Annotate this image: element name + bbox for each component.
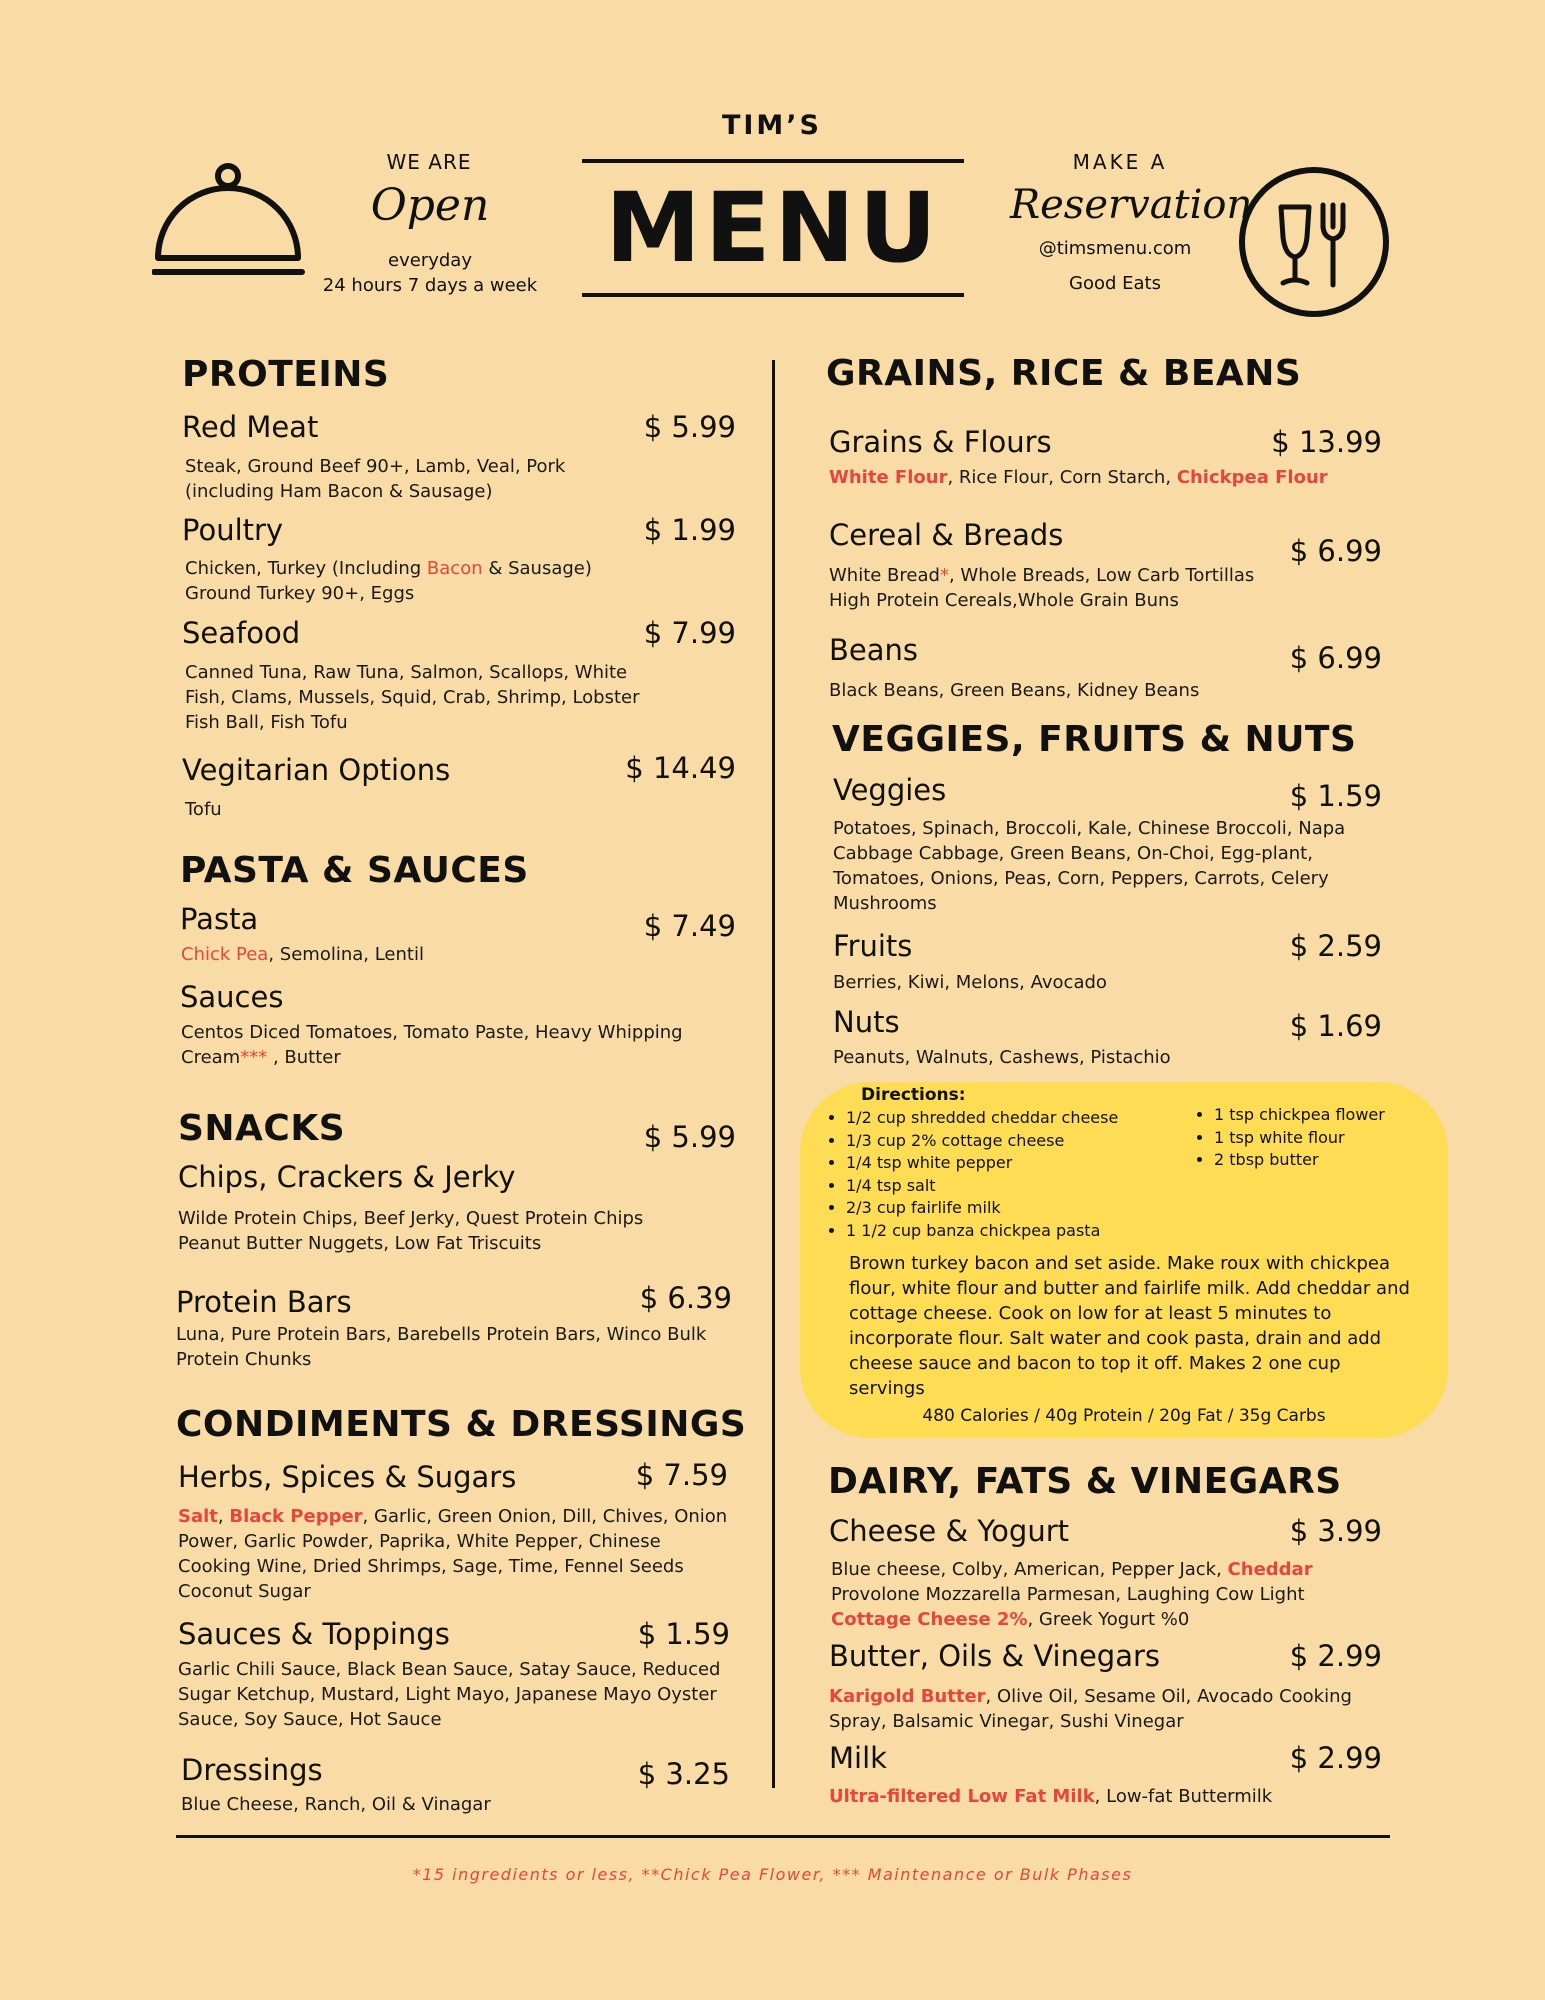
condiments-title: CONDIMENTS & DRESSINGS (176, 1404, 747, 1445)
recipe-nutrition: 480 Calories / 40g Protein / 20g Fat / 35g Carbs (922, 1406, 1326, 1426)
menu-title: MENU (605, 172, 941, 284)
tims-label: TIM’S (721, 110, 823, 141)
veggies-desc: Potatoes, Spinach, Broccoli, Kale, Chinese Broccoli, Napa Cabbage Cabbage, Green Beans, On-Choi, Egg-plant, Tomatoes, Onions, Peas, Corn, Peppers, Carrots, Celery Mushrooms (833, 818, 1346, 914)
fruits-desc: Berries, Kiwi, Melons, Avocado (833, 972, 1107, 993)
everyday-label: everyday (388, 250, 472, 271)
make-a-label: MAKE A (1072, 150, 1168, 174)
recipe-box (800, 1082, 1448, 1438)
toppings-desc: Garlic Chili Sauce, Black Bean Sauce, Satay Sauce, Reduced Sugar Ketchup, Mustard, Light Mayo, Japanese Mayo Oyster Sauce, Soy Sauce, Hot Sauce (178, 1659, 721, 1730)
tagline-label: Good Eats (1069, 273, 1161, 294)
veggies-price: $ 1.59 (1289, 779, 1382, 813)
menu-top-rule (582, 159, 964, 163)
veggies-title: VEGGIES, FRUITS & NUTS (832, 719, 1357, 760)
cereal-price: $ 6.99 (1289, 534, 1382, 568)
snacks-price: $ 5.99 (643, 1120, 736, 1154)
poultry-desc: Chicken, Turkey (Including Bacon & Sausage) Ground Turkey 90+, Eggs (185, 558, 592, 604)
flours-price: $ 13.99 (1271, 425, 1382, 459)
cheese-price: $ 3.99 (1289, 1514, 1382, 1548)
recipe-instructions: Brown turkey bacon and set aside. Make roux with chickpea flour, white flour and butter and fairlife milk. Add cheddar and cottage cheese. Cook on low for at least 5 minutes to incorporate flour. Salt water and cook pasta, drain and add cheese sauce and bacon to top it off. Makes 2 one cup servings (849, 1253, 1410, 1399)
sauces-name: Sauces (180, 980, 284, 1014)
recipe-ingredient: • 2/3 cup fairlife milk (846, 1197, 1176, 1220)
recipe-ingredients-list-1 (822, 1107, 1176, 1242)
snacks-title: SNACKS (178, 1108, 346, 1149)
recipe-ingredients-list-2 (1190, 1104, 1464, 1172)
pasta-title: PASTA & SAUCES (180, 850, 529, 891)
cheese-desc: Blue cheese, Colby, American, Pepper Jack, Cheddar Provolone Mozzarella Parmesan, Laughing Cow Light Cottage Cheese 2%, Greek Yogurt %0 (831, 1559, 1313, 1630)
herbs-price: $ 7.59 (635, 1458, 728, 1492)
poultry-price: $ 1.99 (643, 513, 736, 547)
poultry-name: Poultry (182, 513, 284, 547)
dressings-desc: Blue Cheese, Ranch, Oil & Vinagar (181, 1794, 491, 1815)
recipe-ingredient: • 1/4 tsp salt (846, 1175, 1176, 1198)
flours-desc: White Flour, Rice Flour, Corn Starch, Chickpea Flour (829, 467, 1328, 488)
butter-desc: Karigold Butter, Olive Oil, Sesame Oil, Avocado Cooking Spray, Balsamic Vinegar, Sushi Vinegar (829, 1686, 1352, 1732)
recipe-ingredient: • 1/3 cup 2% cottage cheese (846, 1130, 1176, 1153)
cheese-name: Cheese & Yogurt (829, 1514, 1070, 1548)
sauces-desc: Centos Diced Tomatoes, Tomato Paste, Heavy Whipping Cream*** , Butter (181, 1022, 683, 1068)
pasta-desc: Chick Pea, Semolina, Lentil (181, 944, 424, 965)
cereal-desc: White Bread*, Whole Breads, Low Carb Tortillas High Protein Cereals,Whole Grain Buns (829, 565, 1255, 611)
chips-name: Chips, Crackers & Jerky (178, 1160, 516, 1194)
fruits-price: $ 2.59 (1289, 929, 1382, 963)
seafood-price: $ 7.99 (643, 616, 736, 650)
flours-name: Grains & Flours (829, 425, 1052, 459)
menu-bottom-rule (582, 293, 964, 297)
toppings-price: $ 1.59 (637, 1617, 730, 1651)
column-divider (772, 360, 775, 1788)
toppings-name: Sauces & Toppings (178, 1617, 450, 1651)
vegetarian-desc: Tofu (185, 799, 222, 820)
wine-glass-fork-icon (1237, 165, 1391, 319)
footer-rule (176, 1835, 1390, 1838)
seafood-name: Seafood (182, 616, 301, 650)
beans-price: $ 6.99 (1289, 641, 1382, 675)
pasta-price: $ 7.49 (643, 909, 736, 943)
veggies-name: Veggies (833, 773, 947, 807)
nuts-desc: Peanuts, Walnuts, Cashews, Pistachio (833, 1047, 1171, 1068)
milk-price: $ 2.99 (1289, 1741, 1382, 1775)
milk-name: Milk (829, 1741, 887, 1775)
we-are-label: WE ARE (386, 150, 472, 174)
protein-bars-desc: Luna, Pure Protein Bars, Barebells Protein Bars, Winco Bulk Protein Chunks (176, 1324, 707, 1370)
protein-bars-name: Protein Bars (176, 1285, 352, 1319)
recipe-ingredient: • 2 tbsp butter (1214, 1149, 1464, 1172)
nuts-price: $ 1.69 (1289, 1009, 1382, 1043)
red-meat-desc: Steak, Ground Beef 90+, Lamb, Veal, Pork (including Ham Bacon & Sausage) (185, 456, 566, 502)
butter-price: $ 2.99 (1289, 1639, 1382, 1673)
recipe-ingredient: • 1/4 tsp white pepper (846, 1152, 1176, 1175)
dairy-title: DAIRY, FATS & VINEGARS (828, 1461, 1342, 1502)
herbs-desc: Salt, Black Pepper, Garlic, Green Onion, Dill, Chives, Onion Power, Garlic Powder, Paprika, White Pepper, Chinese Cooking Wine, Dried Shrimps, Sage, Time, Fennel Seeds Coconut Sugar (178, 1506, 728, 1602)
seafood-desc: Canned Tuna, Raw Tuna, Salmon, Scallops, White Fish, Clams, Mussels, Squid, Crab, Shrimp, Lobster Fish Ball, Fish Tofu (185, 662, 640, 733)
dressings-name: Dressings (181, 1753, 323, 1787)
vegetarian-name: Vegitarian Options (182, 753, 451, 787)
milk-desc: Ultra-filtered Low Fat Milk, Low-fat Buttermilk (829, 1786, 1273, 1807)
dressings-price: $ 3.25 (637, 1757, 730, 1791)
protein-bars-price: $ 6.39 (639, 1281, 732, 1315)
footnote: *15 ingredients or less, **Chick Pea Flower, *** Maintenance or Bulk Phases (412, 1865, 1133, 1884)
cloche-icon (152, 160, 308, 284)
chips-desc: Wilde Protein Chips, Beef Jerky, Quest Protein Chips Peanut Butter Nuggets, Low Fat Triscuits (178, 1208, 644, 1254)
vegetarian-price: $ 14.49 (625, 751, 736, 785)
grains-title: GRAINS, RICE & BEANS (826, 353, 1302, 394)
red-meat-name: Red Meat (182, 410, 319, 444)
beans-name: Beans (829, 633, 918, 667)
butter-name: Butter, Oils & Vinegars (829, 1639, 1161, 1673)
nuts-name: Nuts (833, 1005, 900, 1039)
red-meat-price: $ 5.99 (643, 410, 736, 444)
open-script-label: Open (370, 180, 490, 231)
recipe-ingredient: • 1 tsp chickpea flower (1214, 1104, 1464, 1127)
handle-label: @timsmenu.com (1038, 238, 1192, 259)
cereal-name: Cereal & Breads (829, 518, 1064, 552)
beans-desc: Black Beans, Green Beans, Kidney Beans (829, 680, 1200, 701)
reservation-script-label: Reservation (1010, 182, 1253, 228)
proteins-title: PROTEINS (182, 354, 390, 395)
recipe-ingredient: • 1/2 cup shredded cheddar cheese (846, 1107, 1176, 1130)
recipe-ingredient: • 1 tsp white flour (1214, 1127, 1464, 1150)
recipe-heading: Directions: (861, 1085, 966, 1105)
fruits-name: Fruits (833, 929, 913, 963)
herbs-name: Herbs, Spices & Sugars (178, 1460, 517, 1494)
hours-label: 24 hours 7 days a week (322, 275, 538, 296)
pasta-name: Pasta (180, 902, 259, 936)
recipe-ingredient: • 1 1/2 cup banza chickpea pasta (846, 1220, 1176, 1243)
